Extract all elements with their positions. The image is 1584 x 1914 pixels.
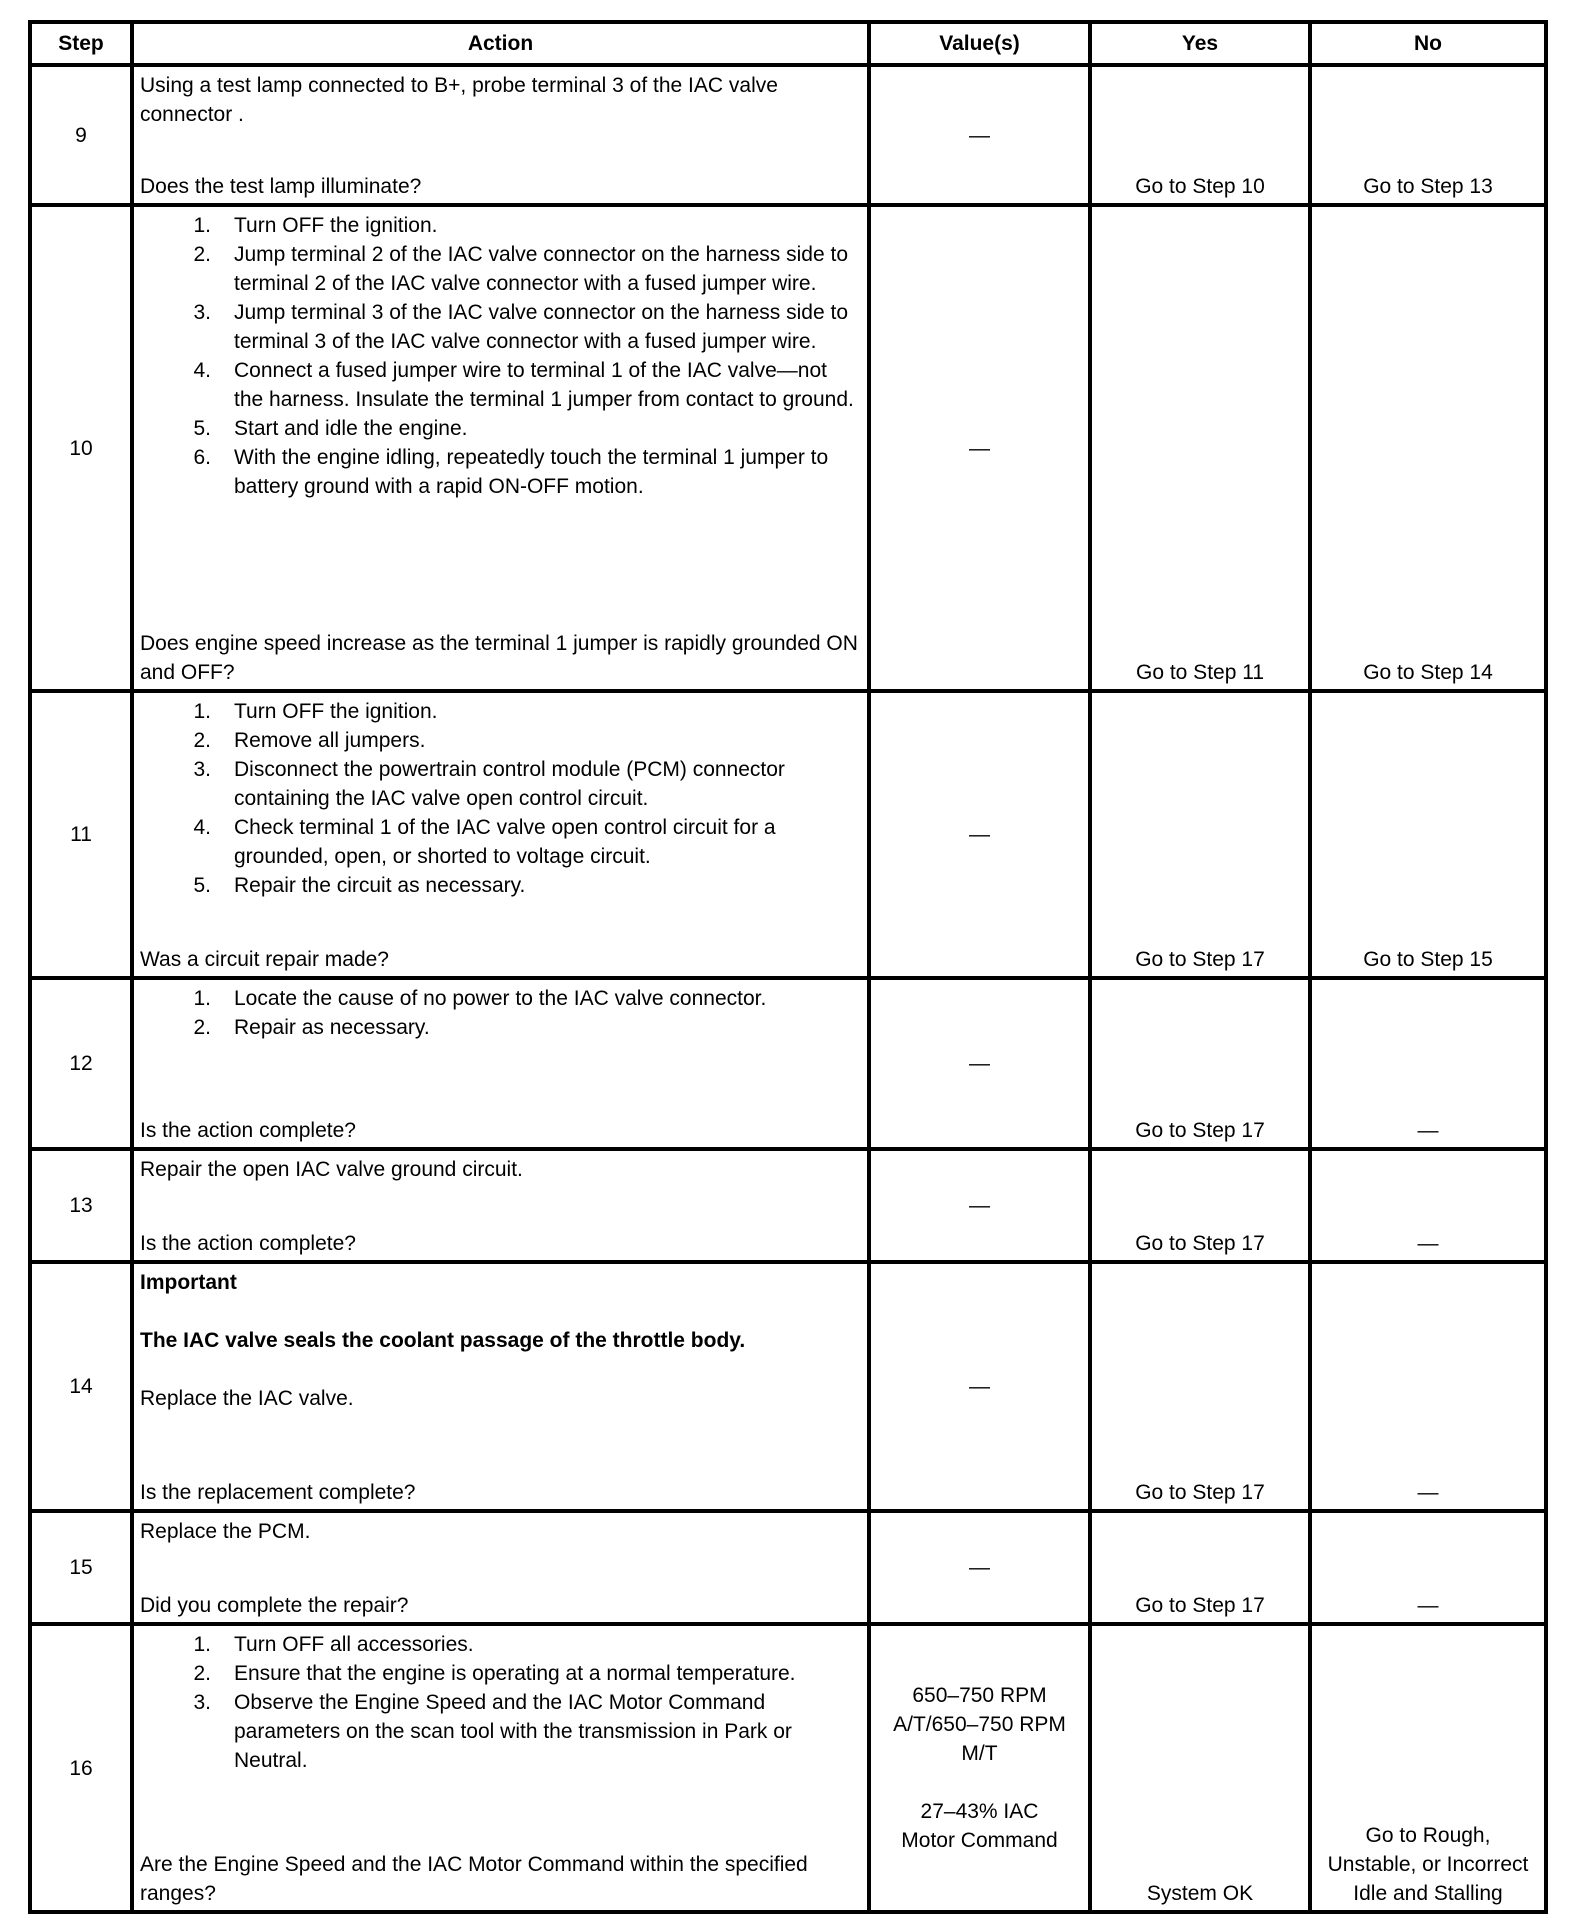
action-cell xyxy=(132,691,869,978)
value-text: — xyxy=(969,436,990,460)
value-cell xyxy=(869,205,1090,691)
list-number: 6. xyxy=(193,446,211,469)
list-number: 3. xyxy=(193,301,211,324)
value-cell xyxy=(869,691,1090,978)
value-cell xyxy=(869,978,1090,1149)
value-cell xyxy=(869,1624,1090,1912)
list-item xyxy=(140,984,861,1013)
action-instructions xyxy=(140,71,861,129)
list-text: Start and idle the engine. xyxy=(234,417,468,440)
table-row xyxy=(30,65,1546,205)
yes-outcome[interactable]: Go to Step 10 xyxy=(1090,65,1310,205)
list-text: Observe the Engine Speed and the IAC Motor Command parameters on the scan tool with the transmission in Park or Neutral. xyxy=(234,1691,792,1772)
list-item xyxy=(140,726,861,755)
list-number: 1. xyxy=(193,1633,211,1656)
action-question: Is the replacement complete? xyxy=(140,1481,416,1504)
table-row xyxy=(30,978,1546,1149)
action-question: Is the action complete? xyxy=(140,1119,356,1142)
no-outcome[interactable]: — xyxy=(1310,1149,1546,1262)
value-text: — xyxy=(969,1375,990,1398)
yes-outcome[interactable]: Go to Step 11 xyxy=(1090,205,1310,691)
action-question: Is the action complete? xyxy=(140,1232,356,1255)
table-row xyxy=(30,691,1546,978)
table-row xyxy=(30,1511,1546,1624)
action-instructions xyxy=(140,211,861,501)
yes-outcome[interactable]: Go to Step 17 xyxy=(1090,978,1310,1149)
action-cell xyxy=(132,1149,869,1262)
action-steps-list xyxy=(140,211,861,501)
list-text: Turn OFF all accessories. xyxy=(234,1633,474,1656)
list-number: 4. xyxy=(193,359,211,382)
list-text: Check terminal 1 of the IAC valve open control circuit for a grounded, open, or shorted to voltage circuit. xyxy=(234,816,776,868)
yes-outcome[interactable]: Go to Step 17 xyxy=(1090,691,1310,978)
action-text: Replace the PCM. xyxy=(140,1520,311,1543)
step-number: 15 xyxy=(30,1511,132,1624)
list-number: 1. xyxy=(193,987,211,1010)
no-outcome[interactable]: Go to Step 15 xyxy=(1310,691,1546,978)
action-instructions xyxy=(140,1630,861,1775)
list-text: With the engine idling, repeatedly touch the terminal 1 jumper to battery ground with a rapid ON-OFF motion. xyxy=(234,446,829,498)
action-cell xyxy=(132,65,869,205)
step-number: 13 xyxy=(30,1149,132,1262)
value-cell xyxy=(869,1262,1090,1511)
list-text: Disconnect the powertrain control module (PCM) connector containing the IAC valve open control circuit. xyxy=(234,758,785,810)
no-outcome[interactable]: — xyxy=(1310,1511,1546,1624)
value-text: — xyxy=(969,123,990,147)
header-row xyxy=(30,22,1546,65)
action-content xyxy=(140,1268,861,1507)
list-number: 5. xyxy=(193,417,211,440)
action-content xyxy=(140,697,861,974)
spacer xyxy=(140,1297,861,1326)
list-item xyxy=(140,443,861,501)
table-row xyxy=(30,1149,1546,1262)
yes-outcome[interactable]: System OK xyxy=(1090,1624,1310,1912)
action-content xyxy=(140,1517,861,1620)
list-item xyxy=(140,1688,861,1775)
list-item xyxy=(140,1659,861,1688)
header-values: Value(s) xyxy=(869,22,1090,65)
action-cell xyxy=(132,1511,869,1624)
value-text: — xyxy=(969,1556,990,1579)
action-cell xyxy=(132,978,869,1149)
list-number: 1. xyxy=(193,700,211,723)
no-outcome[interactable]: Go to Rough, Unstable, or Incorrect Idle and Stalling xyxy=(1310,1624,1546,1912)
list-number: 1. xyxy=(193,214,211,237)
no-outcome[interactable]: Go to Step 13 xyxy=(1310,65,1546,205)
no-outcome[interactable]: Go to Step 14 xyxy=(1310,205,1546,691)
yes-outcome[interactable]: Go to Step 17 xyxy=(1090,1511,1310,1624)
list-number: 3. xyxy=(193,1691,211,1714)
spacer xyxy=(140,1355,861,1384)
action-instructions xyxy=(140,1517,861,1546)
table-row xyxy=(30,1262,1546,1511)
list-text: Remove all jumpers. xyxy=(234,729,426,752)
list-text: Ensure that the engine is operating at a normal temperature. xyxy=(234,1662,796,1685)
step-number: 16 xyxy=(30,1624,132,1912)
list-text: Jump terminal 3 of the IAC valve connector on the harness side to terminal 3 of the IAC valve connector with a fused jumper wire. xyxy=(234,301,848,353)
list-item xyxy=(140,211,861,240)
diagnostic-table xyxy=(28,20,1548,1914)
list-number: 4. xyxy=(193,816,211,839)
step-number: 14 xyxy=(30,1262,132,1511)
list-number: 2. xyxy=(193,729,211,752)
list-text: Locate the cause of no power to the IAC valve connector. xyxy=(234,987,767,1010)
list-item xyxy=(140,356,861,414)
action-content xyxy=(140,1630,861,1908)
yes-outcome[interactable]: Go to Step 17 xyxy=(1090,1262,1310,1511)
header-action: Action xyxy=(132,22,869,65)
value-text-2: 27–43% IAC Motor Command xyxy=(901,1800,1058,1852)
value-text: — xyxy=(969,823,990,846)
action-content xyxy=(140,71,861,201)
header-yes: Yes xyxy=(1090,22,1310,65)
important-label: Important xyxy=(140,1271,237,1294)
list-text: Turn OFF the ignition. xyxy=(234,214,438,237)
value-cell xyxy=(869,65,1090,205)
action-steps-list xyxy=(140,697,861,900)
step-number: 10 xyxy=(30,205,132,691)
list-text: Turn OFF the ignition. xyxy=(234,700,438,723)
action-text: Repair the open IAC valve ground circuit. xyxy=(140,1158,523,1181)
action-cell xyxy=(132,205,869,691)
action-text: Using a test lamp connected to B+, probe terminal 3 of the IAC valve connector . xyxy=(140,74,778,126)
list-item xyxy=(140,414,861,443)
list-item xyxy=(140,813,861,871)
list-item xyxy=(140,1013,861,1042)
action-question: Does engine speed increase as the terminal 1 jumper is rapidly grounded ON and OFF? xyxy=(140,632,858,684)
step-number: 9 xyxy=(30,65,132,205)
value-text: — xyxy=(969,1194,990,1217)
list-item xyxy=(140,240,861,298)
value-cell xyxy=(869,1149,1090,1262)
action-question: Did you complete the repair? xyxy=(140,1594,409,1617)
list-number: 2. xyxy=(193,1016,211,1039)
action-steps-list xyxy=(140,1630,861,1775)
action-content xyxy=(140,1155,861,1258)
value-text: 650–750 RPM A/T/650–750 RPM M/T xyxy=(893,1684,1066,1765)
no-outcome[interactable]: — xyxy=(1310,1262,1546,1511)
action-cell xyxy=(132,1262,869,1511)
list-number: 5. xyxy=(193,874,211,897)
action-instructions xyxy=(140,697,861,900)
list-item xyxy=(140,871,861,900)
step-number: 11 xyxy=(30,691,132,978)
list-item xyxy=(140,298,861,356)
list-text: Repair the circuit as necessary. xyxy=(234,874,526,897)
no-outcome[interactable]: — xyxy=(1310,978,1546,1149)
value-cell xyxy=(869,1511,1090,1624)
step-number: 12 xyxy=(30,978,132,1149)
list-number: 3. xyxy=(193,758,211,781)
list-text: Connect a fused jumper wire to terminal 1 of the IAC valve—not the harness. Insulate the terminal 1 jumper from contact to ground. xyxy=(234,359,854,411)
list-number: 2. xyxy=(193,243,211,266)
list-item xyxy=(140,755,861,813)
list-item xyxy=(140,697,861,726)
action-question: Does the test lamp illuminate? xyxy=(140,175,422,198)
table-row xyxy=(30,205,1546,691)
action-text: Replace the IAC valve. xyxy=(140,1387,354,1410)
list-text: Jump terminal 2 of the IAC valve connector on the harness side to terminal 2 of the IAC valve connector with a fused jumper wire. xyxy=(234,243,848,295)
yes-outcome[interactable]: Go to Step 17 xyxy=(1090,1149,1310,1262)
action-instructions xyxy=(140,984,861,1042)
list-item xyxy=(140,1630,861,1659)
action-content xyxy=(140,984,861,1145)
action-cell xyxy=(132,1624,869,1912)
list-text: Repair as necessary. xyxy=(234,1016,430,1039)
header-no: No xyxy=(1310,22,1546,65)
header-step: Step xyxy=(30,22,132,65)
action-instructions xyxy=(140,1268,861,1413)
list-number: 2. xyxy=(193,1662,211,1685)
action-content xyxy=(140,211,861,687)
spacer xyxy=(871,1768,1088,1797)
value-text: — xyxy=(969,1052,990,1075)
action-steps-list xyxy=(140,984,861,1042)
action-instructions xyxy=(140,1155,861,1184)
important-note: The IAC valve seals the coolant passage of the throttle body. xyxy=(140,1329,746,1352)
table-row xyxy=(30,1624,1546,1912)
action-question: Was a circuit repair made? xyxy=(140,948,389,971)
action-question: Are the Engine Speed and the IAC Motor Command within the specified ranges? xyxy=(140,1853,808,1905)
